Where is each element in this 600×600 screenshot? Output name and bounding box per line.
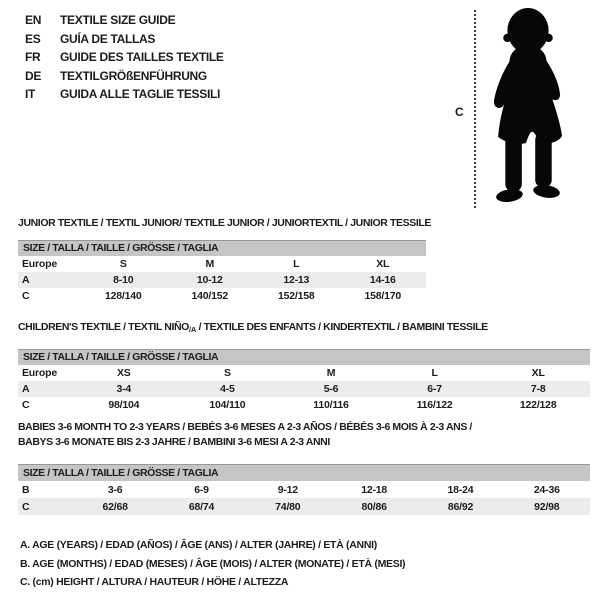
babies-size-table xyxy=(18,481,590,515)
value-cell: 122/128 xyxy=(519,399,557,411)
value-cell: 104/110 xyxy=(209,399,246,411)
value-cell: M xyxy=(205,258,215,270)
size-table-row xyxy=(18,498,590,515)
value-cell: 5-6 xyxy=(323,383,339,395)
value-cell: 110/116 xyxy=(313,399,349,411)
value-cell: 4-5 xyxy=(220,383,235,395)
value-cell: 86/92 xyxy=(447,500,474,513)
value-cell: 140/152 xyxy=(191,290,229,302)
toddler-silhouette-icon xyxy=(481,7,575,209)
size-table-row xyxy=(18,381,590,397)
babies-size-header-bar: SIZE / TALLA / TAILLE / GRÖSSE / TAGLIA xyxy=(18,464,590,481)
lang-code: IT xyxy=(25,87,36,101)
legend-line-b: B. AGE (MONTHS) / EDAD (MESES) / ÂGE (MOIS) / ALTER (MONATE) / ETÀ (MESI) xyxy=(20,557,406,570)
value-cell: 98/104 xyxy=(108,399,140,411)
size-table-row xyxy=(18,397,590,413)
lang-row-es xyxy=(25,30,224,49)
title-subscript: /A xyxy=(188,325,197,334)
height-measure-label: C xyxy=(455,105,464,119)
row-label-cell: C xyxy=(22,500,30,513)
value-cell: 12-13 xyxy=(283,274,310,286)
value-cell: 80/86 xyxy=(361,500,387,513)
children-textile-section xyxy=(18,321,590,413)
value-cell: 6-9 xyxy=(194,483,209,496)
value-cell: 68/74 xyxy=(188,500,215,513)
value-cell: 62/68 xyxy=(102,500,128,513)
size-table-row xyxy=(18,365,590,381)
value-cell: 8-10 xyxy=(113,274,134,286)
junior-size-header-bar: SIZE / TALLA / TAILLE / GRÖSSE / TAGLIA xyxy=(18,240,426,256)
value-cell: 3-4 xyxy=(116,383,132,395)
lang-label: GUÍA DE TALLAS xyxy=(60,31,156,46)
row-label-cell: A xyxy=(22,274,30,286)
value-cell: 9-12 xyxy=(277,483,298,496)
value-cell: S xyxy=(119,258,127,270)
junior-table-title: JUNIOR TEXTILE / TEXTIL JUNIOR/ TEXTILE JUNIOR / JUNIORTEXTIL / JUNIOR TESSILE xyxy=(18,217,431,229)
value-cell: 12-18 xyxy=(361,483,388,496)
children-size-table xyxy=(18,365,590,413)
value-cell: L xyxy=(293,258,300,270)
children-table-title xyxy=(18,321,590,336)
lang-label: TEXTILE SIZE GUIDE xyxy=(60,13,176,27)
lang-code: ES xyxy=(25,31,41,46)
value-cell: 10-12 xyxy=(196,274,223,286)
size-table-row xyxy=(18,272,426,288)
title-part: CHILDREN'S TEXTILE / TEXTIL NIÑO xyxy=(18,321,189,333)
lang-code: EN xyxy=(25,13,42,27)
value-cell: 14-16 xyxy=(369,274,396,286)
junior-size-table xyxy=(18,256,426,304)
lang-code: FR xyxy=(25,50,41,64)
legend-line-c: C. (cm) HEIGHT / ALTURA / HAUTEUR / HÖHE / ALTEZZA xyxy=(20,576,289,588)
value-cell: M xyxy=(326,367,336,379)
babies-textile-section xyxy=(18,420,590,515)
value-cell: XL xyxy=(376,258,390,270)
row-label-cell: Europe xyxy=(22,367,57,379)
lang-row-fr xyxy=(25,48,224,67)
size-table-row xyxy=(18,481,590,498)
value-cell: L xyxy=(431,367,438,379)
junior-textile-section xyxy=(18,217,431,304)
legend-line-a: A. AGE (YEARS) / EDAD (AÑOS) / ÂGE (ANS) / ALTER (JAHRE) / ETÀ (ANNI) xyxy=(20,539,377,551)
children-size-header-bar: SIZE / TALLA / TAILLE / GRÖSSE / TAGLIA xyxy=(18,349,590,365)
measurement-legend xyxy=(20,536,405,592)
language-title-block xyxy=(25,11,224,104)
lang-code: DE xyxy=(25,68,42,83)
row-label-cell: C xyxy=(22,290,30,302)
row-label-cell: B xyxy=(22,483,30,496)
babies-table-title-line2: BABYS 3-6 MONATE BIS 2-3 JAHRE / BAMBINI 3-6 MESI A 2-3 ANNI xyxy=(18,435,330,448)
value-cell: 6-7 xyxy=(427,383,442,395)
value-cell: 128/140 xyxy=(104,290,142,302)
row-label-cell: A xyxy=(22,383,30,395)
value-cell: 116/122 xyxy=(416,399,453,411)
lang-label: GUIDE DES TAILLES TEXTILE xyxy=(60,50,224,64)
lang-row-de xyxy=(25,67,224,86)
row-label-cell: C xyxy=(22,399,30,411)
row-label-cell: Europe xyxy=(22,258,57,270)
value-cell: 7-8 xyxy=(530,383,546,395)
value-cell: 3-6 xyxy=(107,483,123,496)
value-cell: 74/80 xyxy=(275,500,301,513)
value-cell: 152/158 xyxy=(277,290,315,302)
value-cell: 18-24 xyxy=(447,483,474,496)
value-cell: XS xyxy=(116,367,131,379)
lang-label: GUIDA ALLE TAGLIE TESSILI xyxy=(60,87,221,101)
lang-row-en xyxy=(25,11,224,30)
size-table-row xyxy=(18,256,426,272)
lang-label: TEXTILGRÖßENFÜHRUNG xyxy=(60,68,207,83)
value-cell: 158/170 xyxy=(364,290,402,302)
value-cell: 24-36 xyxy=(533,483,560,496)
lang-row-it xyxy=(25,85,224,104)
babies-table-title-line1: BABIES 3-6 MONTH TO 2-3 YEARS / BEBÉS 3-6 MESES A 2-3 AÑOS / BÉBÉS 3-6 MOIS À 2-3 ANS / xyxy=(18,421,472,433)
value-cell: 92/98 xyxy=(534,500,560,513)
value-cell: XL xyxy=(531,367,545,379)
size-table-row xyxy=(18,288,426,304)
title-part: / TEXTILE DES ENFANTS / KINDERTEXTIL / BAMBINI TESSILE xyxy=(196,321,488,333)
dotted-height-line xyxy=(474,10,476,208)
value-cell: S xyxy=(223,367,231,379)
